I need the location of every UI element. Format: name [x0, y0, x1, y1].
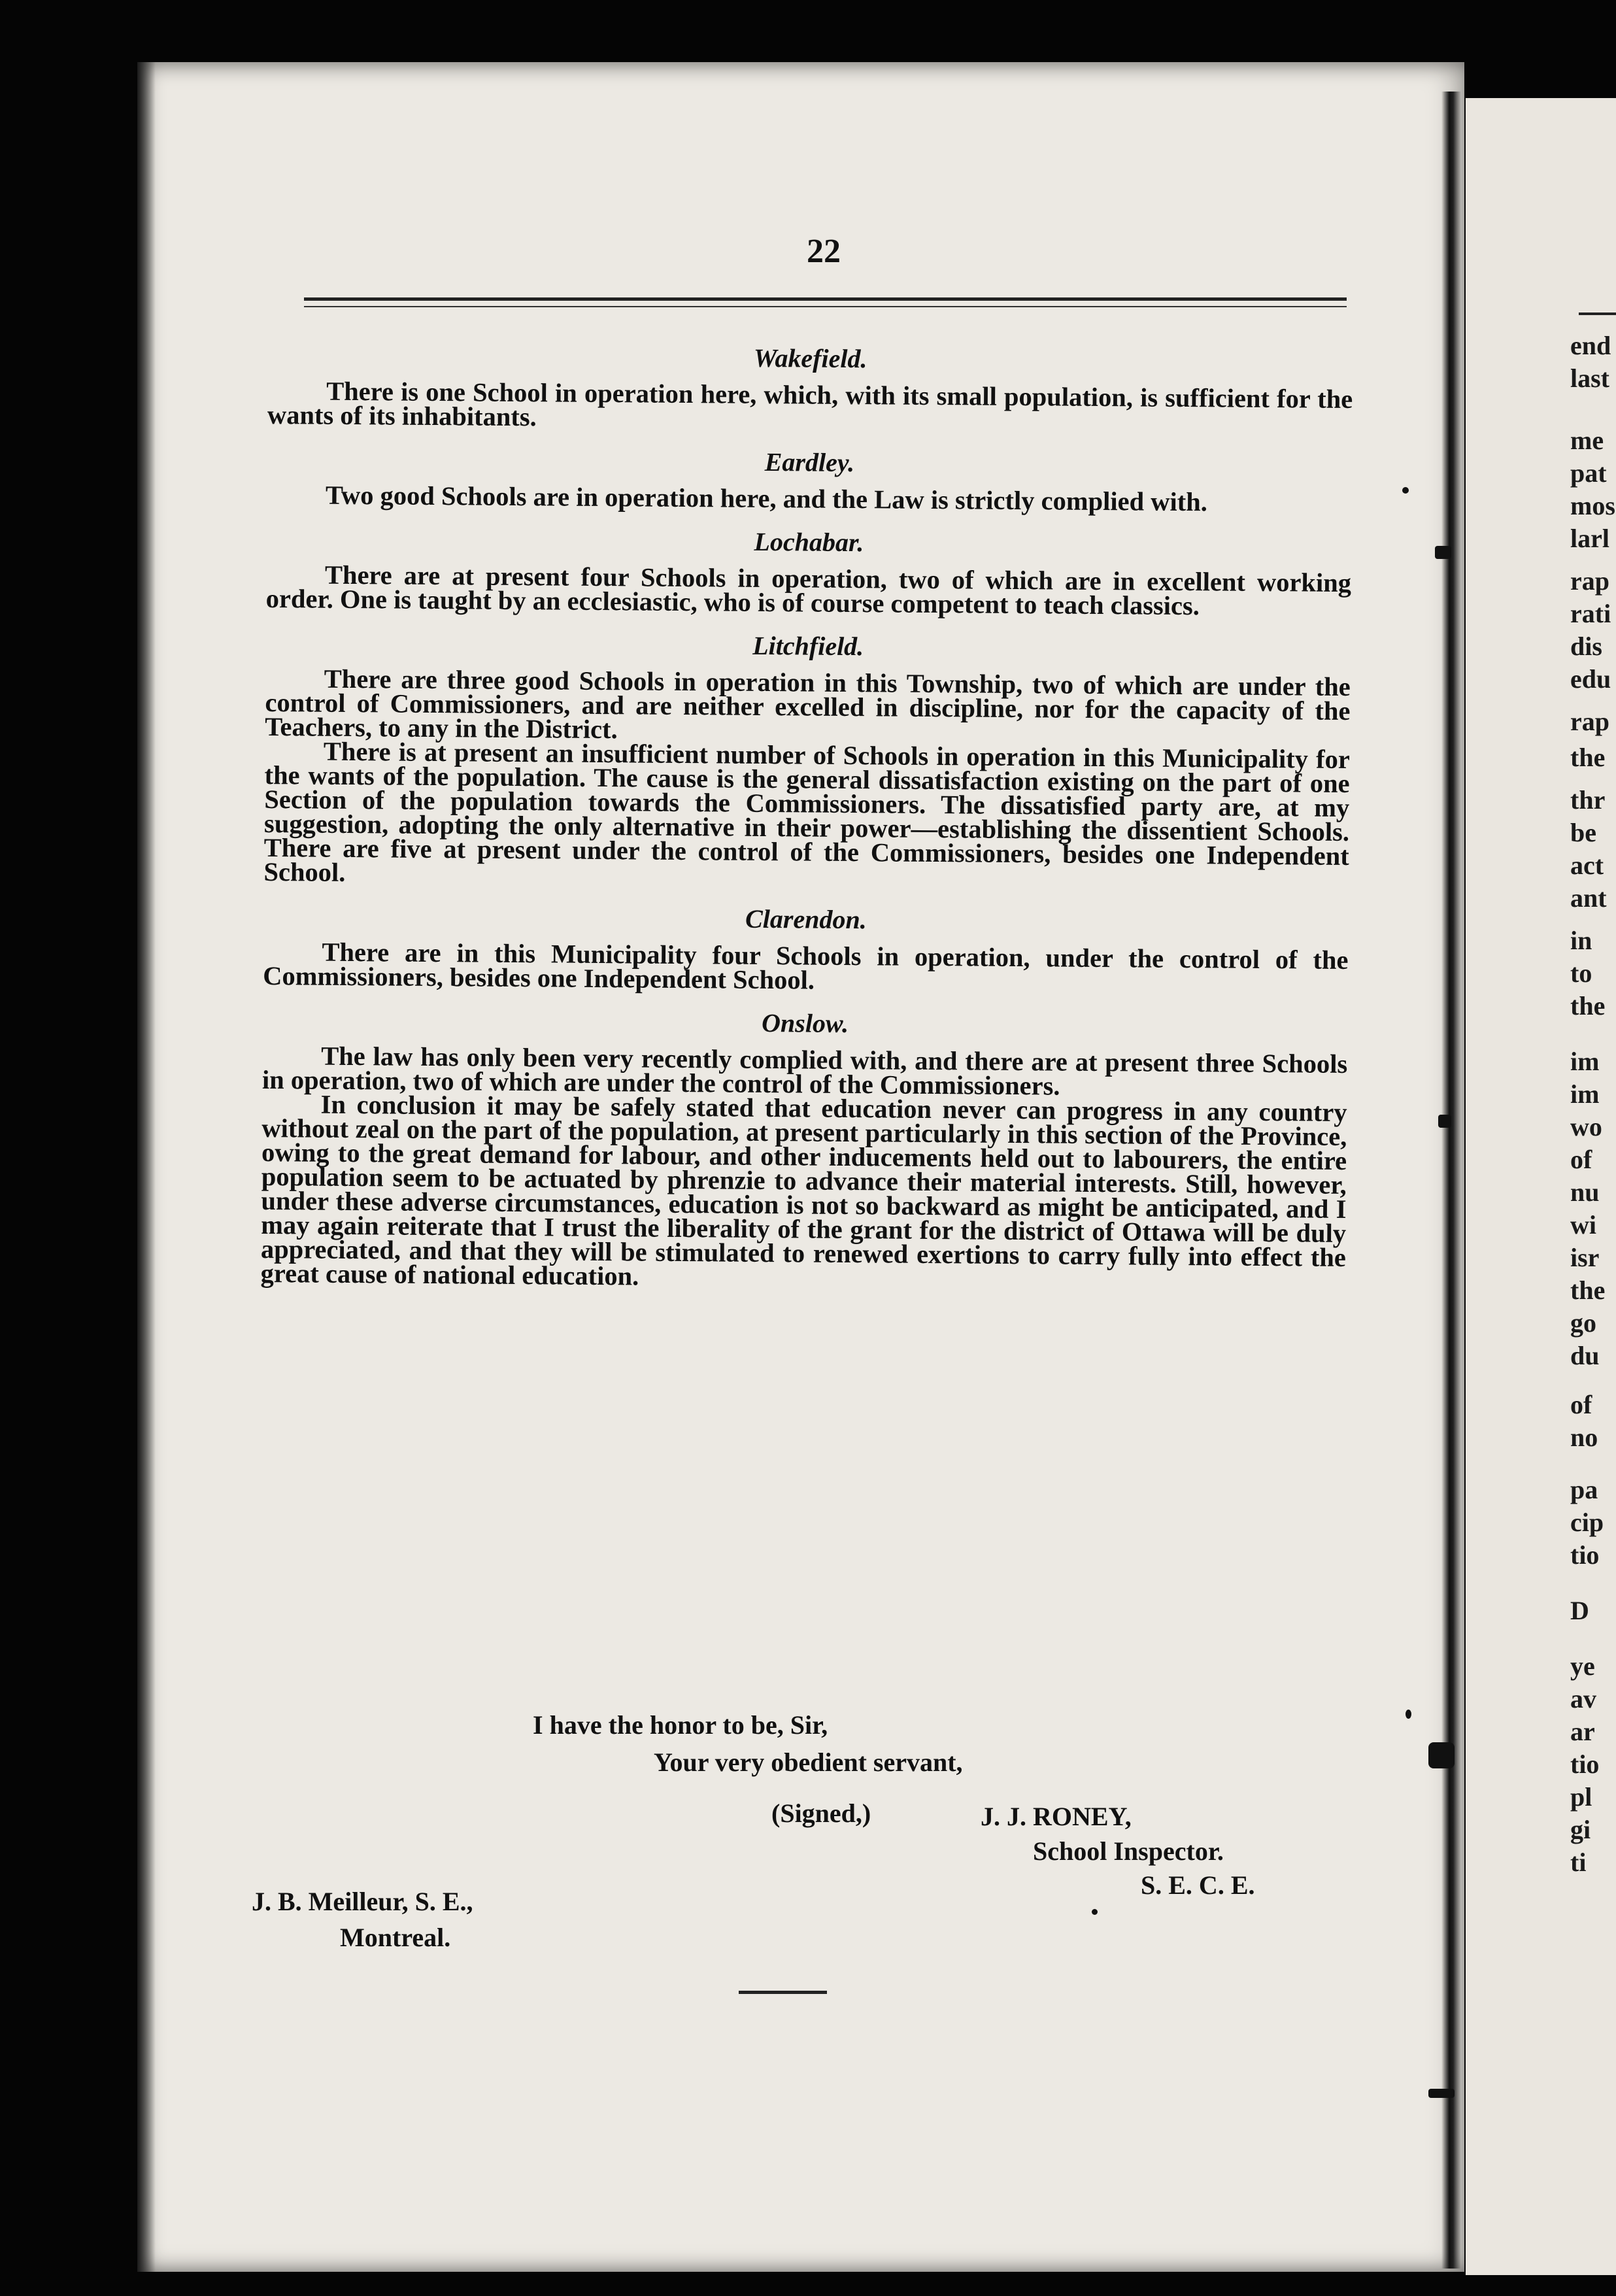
facing-page-fragment: rati [1570, 599, 1611, 628]
facing-page-fragment: pa [1570, 1475, 1598, 1504]
section-clarendon [263, 900, 1349, 996]
facing-page-fragment: to [1570, 958, 1592, 988]
section-paragraph: There is one School in operation here, which, with its small population, is sufficient for the wants of its inhabitants. [267, 376, 1353, 432]
conclusion-paragraph: In conclusion it may be safely stated that education never can progress in any country without zeal on the part of the population, at present particularly in this section of the Province, owing to the great demand for labour, and other inducements held out to labourers, the entire population seem to be actuated by phrenzie to advance their material interests. Still, however, under these adverse circumstances, education is not so backward as might be anticipated, and I may again reiterate that I trust the liberality of the grant for the district of Ottawa will be duly appreciated, and that they will be stimulated to renewed exertions to carry fully into effect the great cause of national education. [260, 1089, 1347, 1291]
ink-speck [1092, 1909, 1098, 1915]
section-paragraph: There are at present four Schools in operation, two of which are in excellent working order. One is taught by an ecclesiastic, who is of course competent to teach classics. [265, 560, 1352, 621]
facing-page-fragment: edu [1570, 664, 1611, 694]
section-lochabar [266, 522, 1352, 619]
section-onslow [260, 1004, 1347, 1294]
facing-page-fragment: pl [1570, 1782, 1592, 1812]
facing-page-fragment: be [1570, 818, 1596, 847]
report-body [260, 327, 1353, 1294]
section-heading: Litchfield. [752, 630, 864, 662]
facing-page-fragment: in [1570, 926, 1592, 955]
facing-page-fragment: of [1570, 1390, 1592, 1419]
page-number: 22 [807, 233, 841, 270]
closing-salutation: I have the honor to be, Sir, [533, 1710, 828, 1740]
facing-page-fragment: dis [1570, 632, 1602, 661]
facing-page-fragment: the [1570, 991, 1606, 1021]
facing-page-fragment: rap [1570, 707, 1609, 736]
facing-page-fragment: go [1570, 1308, 1596, 1338]
binding-clip [1438, 1115, 1451, 1128]
ink-speck [1402, 487, 1409, 494]
facing-page-fragment: ti [1570, 1848, 1587, 1877]
signatory-office: S. E. C. E. [1141, 1870, 1255, 1900]
facing-page-fragment: act [1570, 851, 1604, 880]
header-rule-thin [304, 306, 1347, 307]
facing-page-fragment: gi [1570, 1815, 1591, 1844]
facing-page-fragment: ye [1570, 1651, 1595, 1681]
section-paragraph: There is at present an insufficient number of Schools in operation in this Municipality for the wants of the population. The cause is the general dissatisfaction existing on the part of one Section of the population towards the Commissioners. The dissatisfied party are, at my suggestion, adopting the only alternative in their power—establishing the dissentient Schools. There are five at present under the control of the Commissioners, besides one Independent School. [263, 736, 1351, 887]
facing-page-fragment: ar [1570, 1717, 1595, 1746]
facing-page-fragment: pat [1570, 458, 1607, 488]
facing-header-rule [1579, 312, 1616, 315]
binding-clip [1435, 546, 1451, 559]
section-eardley [267, 443, 1353, 515]
section-paragraph: Two good Schools are in operation here, and the Law is strictly complied with. [325, 480, 1208, 517]
facing-page-fragment: cip [1570, 1508, 1604, 1537]
facing-page-fragment: wo [1570, 1112, 1602, 1141]
section-heading: Eardley. [764, 447, 855, 478]
section-heading: Lochabar. [754, 526, 864, 558]
ink-speck [1406, 1710, 1411, 1719]
facing-page-fragment: thr [1570, 785, 1606, 815]
section-paragraph: There are in this Municipality four Schools in operation, under the control of the Commissioners, besides one Independent School. [263, 937, 1349, 995]
signatory-title: School Inspector. [1033, 1836, 1224, 1866]
facing-page-fragment: last [1570, 363, 1609, 393]
facing-page-fragment: mos [1570, 491, 1615, 520]
facing-page-fragment: rap [1570, 566, 1609, 596]
end-rule [739, 1991, 827, 1994]
section-litchfield [263, 626, 1351, 892]
facing-page-fragment: isr [1570, 1243, 1600, 1272]
binding-clip [1428, 2089, 1455, 2098]
section-wakefield [267, 339, 1353, 435]
facing-page-fragment: of [1570, 1145, 1592, 1174]
facing-page-fragment: im [1570, 1079, 1600, 1109]
signatory-name: J. J. RONEY, [981, 1802, 1132, 1831]
facing-page [1466, 98, 1616, 2275]
facing-page-fragment: tio [1570, 1749, 1600, 1779]
facing-page-fragment: av [1570, 1684, 1596, 1714]
facing-page-fragment: tio [1570, 1540, 1600, 1570]
section-heading: Wakefield. [753, 343, 867, 374]
facing-page-fragment: du [1570, 1341, 1600, 1370]
facing-page-fragment: no [1570, 1423, 1598, 1452]
section-heading: Clarendon. [745, 903, 867, 935]
page-fold [1441, 92, 1461, 2269]
facing-page-fragment: D [1570, 1596, 1589, 1625]
facing-page-fragment: the [1570, 743, 1606, 772]
facing-page-fragment: end [1570, 331, 1611, 360]
signed-label: (Signed,) [771, 1798, 871, 1828]
closing-servant: Your very obedient servant, [654, 1747, 963, 1777]
facing-page-fragment: the [1570, 1275, 1606, 1305]
section-heading: Onslow. [761, 1007, 849, 1039]
facing-page-fragment: wi [1570, 1210, 1596, 1240]
facing-page-fragment: larl [1570, 524, 1609, 553]
binding-clip [1428, 1742, 1455, 1768]
facing-page-fragment: im [1570, 1047, 1600, 1076]
addressee-place: Montreal. [340, 1923, 451, 1952]
facing-page-fragment: ant [1570, 883, 1607, 913]
section-paragraph: The law has only been very recently complied with, and there are at present three Schools in operation, two of which are under the control of the Commissioners. [261, 1041, 1348, 1101]
addressee-name: J. B. Meilleur, S. E., [252, 1887, 473, 1916]
facing-page-fragment: nu [1570, 1177, 1600, 1207]
section-paragraph: There are three good Schools in operation in this Township, two of which are under the control of Commissioners, and are neither excelled in discipline, nor for the capacity of the Teachers, to any in the District. [265, 664, 1351, 745]
facing-page-fragment: me [1570, 426, 1604, 455]
header-rule [304, 297, 1347, 301]
